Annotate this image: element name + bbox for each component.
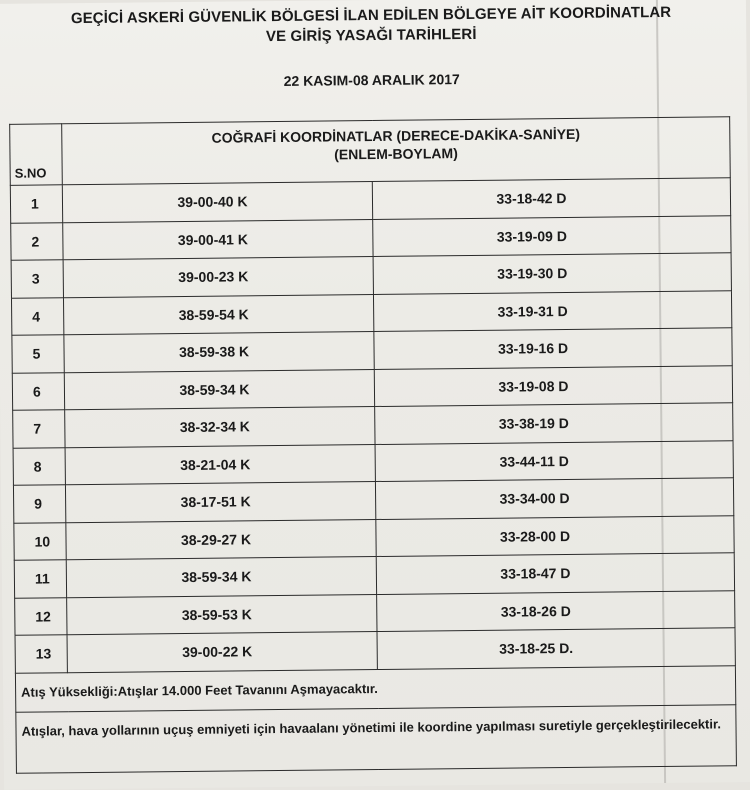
- row-number: 7: [13, 410, 65, 448]
- row-number: 13: [15, 635, 67, 673]
- coordinates-table: [9, 116, 737, 773]
- longitude-cell: 33-44-11 D: [375, 440, 733, 481]
- row-number: 1: [10, 185, 62, 223]
- header-coordinates-line-2: (ENLEM-BOYLAM): [334, 145, 458, 163]
- row-number: 12: [15, 597, 67, 635]
- row-number: 9: [13, 485, 65, 523]
- date-range: 22 KASIM-08 ARALIK 2017: [283, 71, 460, 89]
- longitude-cell: 33-38-19 D: [375, 403, 733, 444]
- row-number: 11: [14, 560, 66, 598]
- row-number: 5: [12, 335, 64, 373]
- row-number: 2: [11, 222, 63, 260]
- header-coordinates: [62, 117, 731, 185]
- latitude-cell: 38-21-04 K: [65, 444, 375, 485]
- latitude-cell: 39-00-40 K: [62, 182, 372, 223]
- longitude-cell: 33-19-31 D: [373, 290, 731, 331]
- table-header-row: [10, 117, 731, 186]
- header-coordinates-line-1: COĞRAFİ KOORDİNATLAR (DERECE-DAKİKA-SANİYE): [211, 125, 581, 146]
- coordination-note-row: [16, 704, 737, 773]
- longitude-cell: 33-19-16 D: [374, 328, 732, 369]
- row-number: 6: [12, 372, 64, 410]
- header-sno: S.NO: [10, 124, 63, 186]
- longitude-cell: 33-19-09 D: [373, 215, 731, 256]
- altitude-note: Atış Yüksekliği:Atışlar 14.000 Feet Tavanını Aşmayacaktır.: [15, 665, 735, 712]
- coordination-note: Atışlar, hava yollarının uçuş emniyeti için havaalanı yönetimi ile koordine yapılması suretiyle gerçekleştirilecektir.: [16, 704, 737, 773]
- row-number: 8: [13, 447, 65, 485]
- row-number: 10: [14, 522, 66, 560]
- title-line-1: GEÇİCİ ASKERİ GÜVENLİK BÖLGESİ İLAN EDİLEN BÖLGEYE AİT KOORDİNATLAR: [70, 3, 672, 28]
- latitude-cell: 38-29-27 K: [66, 519, 376, 560]
- latitude-cell: 39-00-41 K: [63, 219, 373, 260]
- longitude-cell: 33-18-25 D.: [377, 628, 735, 669]
- longitude-cell: 33-19-08 D: [374, 365, 732, 406]
- latitude-cell: 38-59-54 K: [63, 294, 373, 335]
- latitude-cell: 38-59-34 K: [66, 556, 376, 597]
- latitude-cell: 39-00-22 K: [67, 631, 377, 672]
- longitude-cell: 33-19-30 D: [373, 253, 731, 294]
- longitude-cell: 33-28-00 D: [376, 515, 734, 556]
- longitude-cell: 33-18-47 D: [376, 553, 734, 594]
- row-number: 3: [11, 260, 63, 298]
- latitude-cell: 38-59-34 K: [64, 369, 374, 410]
- longitude-cell: 33-34-00 D: [375, 478, 733, 519]
- latitude-cell: 38-32-34 K: [65, 407, 375, 448]
- longitude-cell: 33-18-42 D: [372, 178, 730, 219]
- title-line-2: VE GİRİŞ YASAĞI TARİHLERİ: [265, 25, 477, 46]
- document-title: [0, 2, 746, 50]
- latitude-cell: 38-59-53 K: [67, 594, 377, 635]
- latitude-cell: 39-00-23 K: [63, 257, 373, 298]
- longitude-cell: 33-18-26 D: [377, 590, 735, 631]
- row-number: 4: [11, 297, 63, 335]
- latitude-cell: 38-59-38 K: [64, 332, 374, 373]
- latitude-cell: 38-17-51 K: [65, 482, 375, 523]
